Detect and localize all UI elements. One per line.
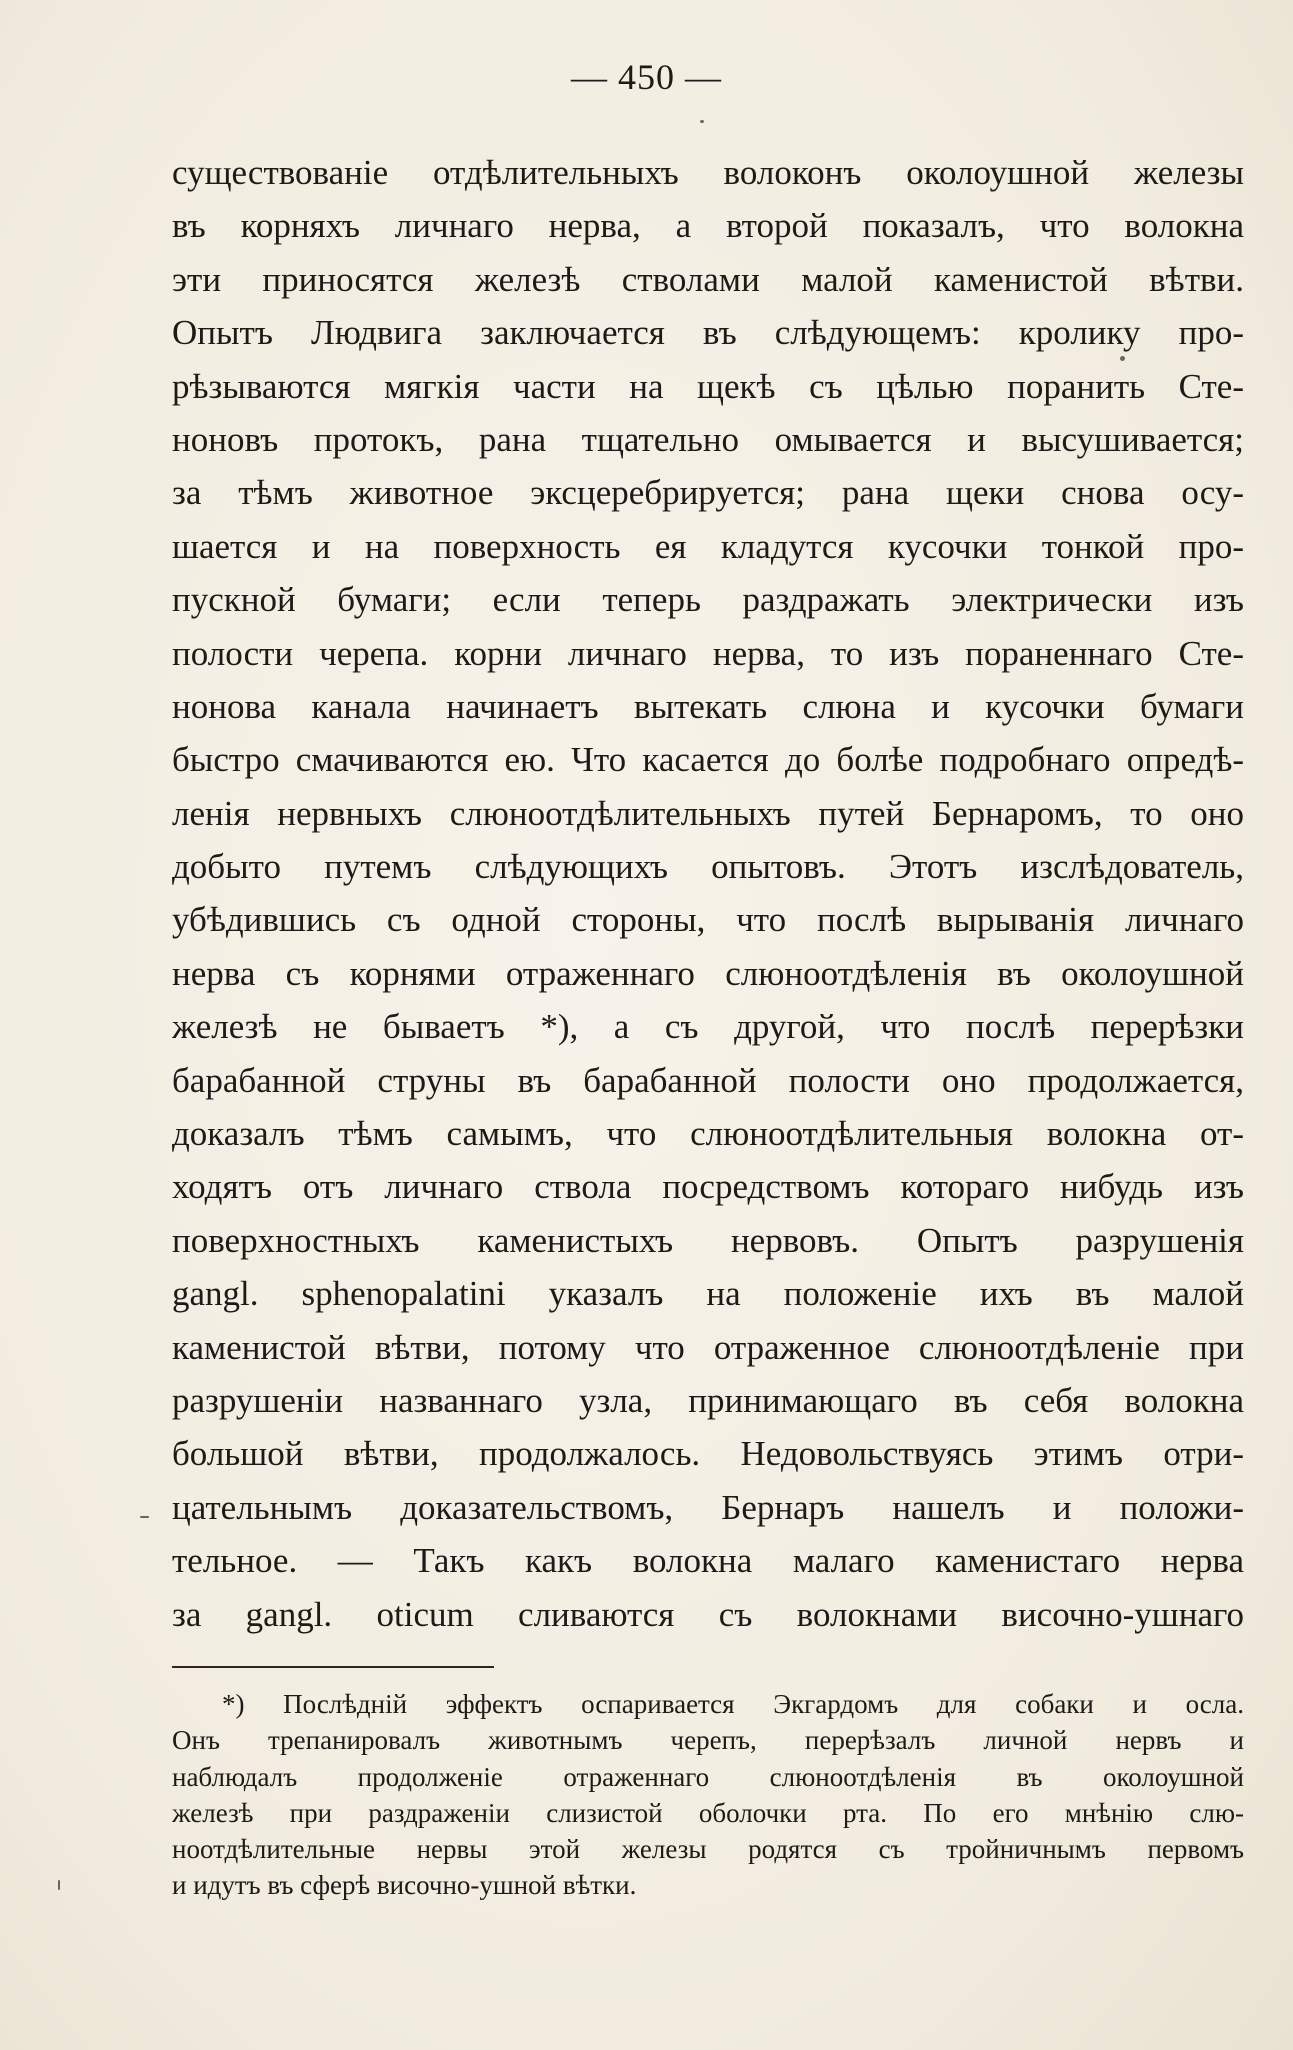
text-line: эти приносятся железѣ стволами малой каменистой вѣтви.	[172, 259, 1244, 299]
paper-speck	[700, 120, 704, 123]
footnote-divider	[172, 1666, 494, 1668]
text-line: полости черепа. корни личнаго нерва, то изъ пораненнаго Сте-	[172, 633, 1244, 673]
text-line: ленія нервныхъ слюноотдѣлительныхъ путей Бернаромъ, то оно	[172, 793, 1244, 833]
footnote-line: ноотдѣлительные нервы этой железы родятся съ тройничнымъ первомъ	[172, 1834, 1244, 1865]
text-line: добыто путемъ слѣдующихъ опытовъ. Этотъ изслѣдователь,	[172, 847, 1244, 887]
text-line: поверхностныхъ каменистыхъ нервовъ. Опытъ разрушенія	[172, 1220, 1244, 1260]
text-line: барабанной струны въ барабанной полости оно продолжается,	[172, 1060, 1244, 1100]
text-line: нерва съ корнями отраженнаго слюноотдѣленія въ околоушной	[172, 953, 1244, 993]
text-line: быстро смачиваются ею. Что касается до болѣе подробнаго опредѣ-	[172, 740, 1244, 780]
text-line: шается и на поверхность ея кладутся кусочки тонкой про-	[172, 526, 1244, 566]
text-line: убѣдившись съ одной стороны, что послѣ вырыванія личнаго	[172, 900, 1244, 940]
paper-speck	[58, 1880, 60, 1890]
footnote-line: наблюдалъ продолженіе отраженнаго слюноотдѣленія въ околоушной	[172, 1761, 1244, 1792]
text-line: разрушеніи названнаго узла, принимающаго въ себя волокна	[172, 1380, 1244, 1420]
text-line: каменистой вѣтви, потому что отраженное слюноотдѣленіе при	[172, 1327, 1244, 1367]
text-line: нонова канала начинаетъ вытекать слюна и кусочки бумаги	[172, 686, 1244, 726]
footnote-line: и идутъ въ сферѣ височно-ушной вѣтки.	[172, 1870, 637, 1901]
text-line: пускной бумаги; если теперь раздражать электрически изъ	[172, 580, 1244, 620]
text-line: тельное. — Такъ какъ волокна малаго каменистаго нерва	[172, 1541, 1244, 1581]
paper-speck	[1120, 356, 1125, 361]
text-line: за gangl. oticum сливаются съ волокнами височно-ушнаго	[172, 1594, 1244, 1634]
text-line: ноновъ протокъ, рана тщательно омывается и высушивается;	[172, 419, 1244, 459]
footnote-line: Онъ трепанировалъ животнымъ черепъ, перерѣзалъ личной нервъ и	[172, 1725, 1244, 1756]
text-line: существованіе отдѣлительныхъ волоконъ околоушной железы	[172, 153, 1244, 192]
text-line: доказалъ тѣмъ самымъ, что слюноотдѣлительныя волокна от-	[172, 1114, 1244, 1154]
text-line: ходятъ отъ личнаго ствола посредствомъ котораго нибудь изъ	[172, 1167, 1244, 1207]
text-line: за тѣмъ животное эксцеребрируется; рана щеки снова осу-	[172, 473, 1244, 513]
text-line: цательнымъ доказательствомъ, Бернаръ нашелъ и положи-	[172, 1487, 1244, 1527]
paper-speck	[140, 1516, 149, 1518]
text-line: большой вѣтви, продолжалось. Недовольствуясь этимъ отри-	[172, 1434, 1244, 1474]
text-line: Опытъ Людвига заключается въ слѣдующемъ: кролику про-	[172, 313, 1244, 353]
footnote-line: *) Послѣдній эффектъ оспаривается Экгардомъ для собаки и осла.	[222, 1689, 1244, 1719]
body-text	[172, 146, 1244, 1641]
text-line: gangl. sphenopalatini указалъ на положеніе ихъ въ малой	[172, 1274, 1244, 1314]
text-line: рѣзываются мягкія части на щекѣ съ цѣлью поранить Сте-	[172, 366, 1244, 406]
footnote-line: железѣ при раздраженіи слизистой оболочки рта. По его мнѣнію слю-	[172, 1797, 1244, 1828]
page-number: — 450 —	[571, 57, 722, 97]
text-line: железѣ не бываетъ *), а съ другой, что послѣ перерѣзки	[172, 1007, 1244, 1047]
footnote	[172, 1686, 1244, 1904]
text-line: въ корняхъ личнаго нерва, а второй показалъ, что волокна	[172, 206, 1244, 246]
